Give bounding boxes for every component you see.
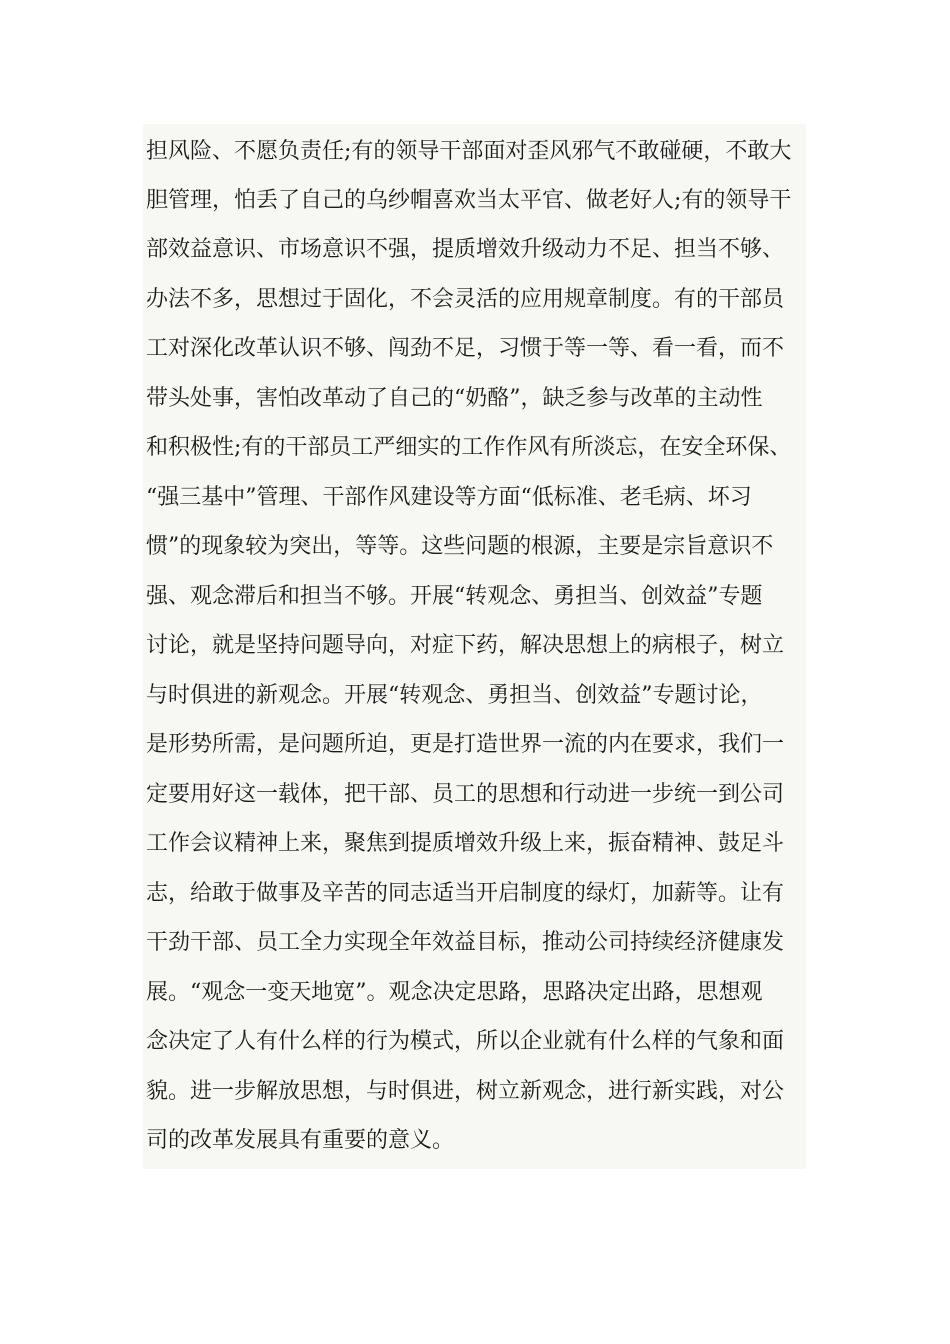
text-line: 司的改革发展具有重要的意义。	[146, 1128, 455, 1153]
body-text	[143, 124, 806, 1169]
text-line: 貌。进一步解放思想，与时俱进，树立新观念，进行新实践，对公	[146, 1079, 785, 1104]
text-line: 定要用好这一载体，把干部、员工的思想和行动进一步统一到公司	[146, 782, 785, 807]
text-line: “强三基中”管理、干部作风建设等方面“低标准、老毛病、坏习	[146, 485, 752, 510]
text-line: 担风险、不愿负责任;有的领导干部面对歪风邪气不敢碰硬，不敢大	[146, 139, 792, 164]
text-line: 部效益意识、市场意识不强，提质增效升级动力不足、担当不够、	[146, 237, 785, 262]
text-line: 讨论，就是坚持问题导向，对症下药，解决思想上的病根子，树立	[146, 633, 785, 658]
text-line: 和积极性;有的干部员工严细实的工作作风有所淡忘，在安全环保、	[146, 435, 792, 460]
text-line: 工作会议精神上来，聚焦到提质增效升级上来，振奋精神、鼓足斗	[146, 831, 785, 856]
text-line: 是形势所需，是问题所迫，更是打造世界一流的内在要求，我们一	[146, 732, 785, 757]
text-line: 念决定了人有什么样的行为模式，所以企业就有什么样的气象和面	[146, 1029, 785, 1054]
text-line: 带头处事，害怕改革动了自己的“奶酪”，缺乏参与改革的主动性	[146, 386, 763, 411]
text-line: 展。“观念一变天地宽”。观念决定思路，思路决定出路，思想观	[146, 980, 763, 1005]
text-line: 志，给敢于做事及辛苦的同志适当开启制度的绿灯，加薪等。让有	[146, 881, 785, 906]
text-line: 与时俱进的新观念。开展“转观念、勇担当、创效益”专题讨论，	[146, 683, 763, 708]
text-line: 办法不多，思想过于固化，不会灵活的应用规章制度。有的干部员	[146, 287, 785, 312]
text-line: 惯”的现象较为突出，等等。这些问题的根源，主要是宗旨意识不	[146, 534, 774, 559]
text-line: 工对深化改革认识不够、闯劲不足，习惯于等一等、看一看，而不	[146, 336, 785, 361]
text-line: 强、观念滞后和担当不够。开展“转观念、勇担当、创效益”专题	[146, 584, 763, 609]
text-line: 干劲干部、员工全力实现全年效益目标，推动公司持续经济健康发	[146, 930, 785, 955]
text-line: 胆管理，怕丢了自己的乌纱帽喜欢当太平官、做老好人;有的领导干	[146, 188, 792, 213]
